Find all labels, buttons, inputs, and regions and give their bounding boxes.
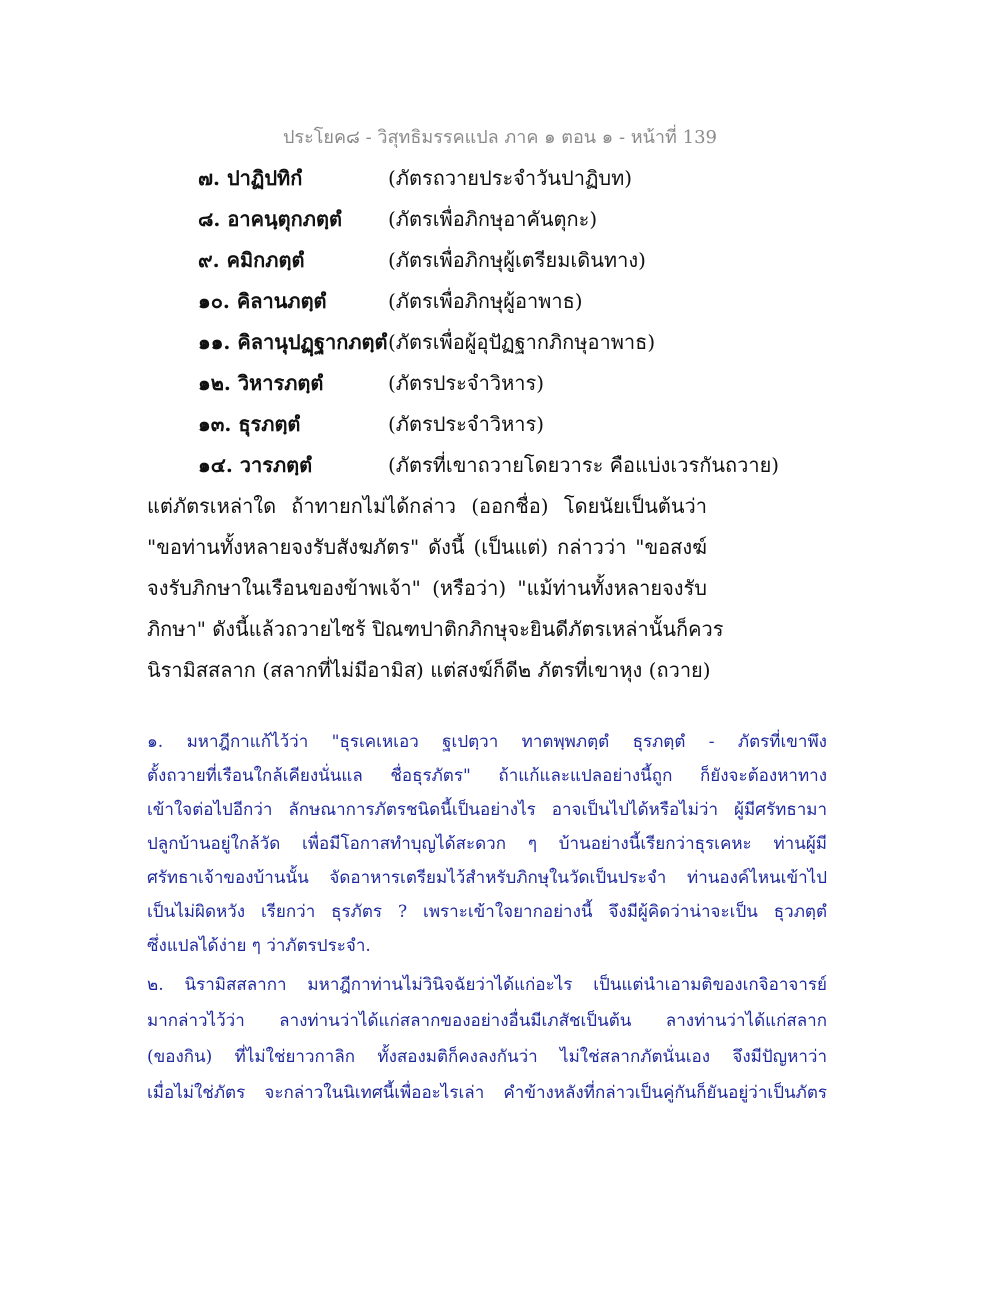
item-gloss: (ภัตรเพื่อภิกษุผู้อาพาธ) [388, 289, 583, 313]
body-text-line: ภิกษา" ดังนี้แล้วถวายไซร้ ปิณฑปาติกภิกษุจะยินดีภัตรเหล่านั้นก็ควร [147, 617, 724, 641]
item-gloss: (ภัตรเพื่อภิกษุอาคันตุกะ) [388, 207, 598, 231]
body-text-line: แต่ภัตรเหล่าใด ถ้าทายกไม่ได้กล่าว (ออกชื่อ) โดยนัยเป็นต้นว่า [147, 494, 707, 518]
footnote-line: (ของกิน) ที่ไม่ใช่ยาวกาลิก ทั้งสองมติก็คงลงกันว่า ไม่ใช่สลากภัตนั่นเอง จึงมีปัญหาว่า [147, 1047, 827, 1067]
list-item [198, 326, 655, 358]
footnote-line: ตั้งถวายที่เรือนใกล้เคียงนั่นแล ชื่อธุรภัตร" ถ้าแก้และแปลอย่างนี้ถูก ก็ยังจะต้องหาทาง [147, 766, 827, 786]
list-item [198, 367, 544, 399]
footnote-line: ปลูกบ้านอยู่ใกล้วัด เพื่อมีโอกาสทำบุญได้สะดวก ๆ บ้านอย่างนี้เรียกว่าธุรเคหะ ท่านผู้มี [147, 834, 827, 854]
footnote-line: เข้าใจต่อไปอีกว่า ลักษณาการภัตรชนิดนี้เป็นอย่างไร อาจเป็นไปได้หรือไม่ว่า ผู้มีศรัทธามา [147, 800, 827, 820]
item-number: ๑๔. [198, 453, 233, 477]
item-number: ๙. [198, 248, 220, 272]
item-gloss: (ภัตรถวายประจำวันปาฏิบท) [388, 166, 633, 190]
item-term: อาคนฺตุกภตฺตํ [227, 207, 342, 231]
item-gloss: (ภัตรเพื่อผู้อุปัฏฐากภิกษุอาพาธ) [388, 330, 656, 354]
item-term: วารภตฺตํ [239, 453, 313, 477]
footnote-line: ซึ่งแปลได้ง่าย ๆ ว่าภัตรประจำ. [147, 936, 371, 956]
item-term: วิหารภตฺตํ [237, 371, 324, 395]
page-header: ประโยค๘ - วิสุทธิมรรคแปล ภาค ๑ ตอน ๑ - หน้าที่ 139 [283, 127, 717, 148]
body-text-line: "ขอท่านทั้งหลายจงรับสังฆภัตร" ดังนี้ (เป็นแต่) กล่าวว่า "ขอสงฆ์ [147, 535, 707, 559]
item-gloss: (ภัตรประจำวิหาร) [388, 371, 545, 395]
footnote-line: ศรัทธาเจ้าของบ้านนั้น จัดอาหารเตรียมไว้สำหรับภิกษุในวัดเป็นประจำ ท่านองค์ไหนเข้าไป [147, 868, 827, 888]
item-gloss: (ภัตรที่เขาถวายโดยวาระ คือแบ่งเวรกันถวาย) [388, 453, 780, 477]
item-gloss: (ภัตรเพื่อภิกษุผู้เตรียมเดินทาง) [388, 248, 646, 272]
item-term: ธุรภตฺตํ [238, 412, 301, 436]
item-term: คมิกภตฺตํ [226, 248, 305, 272]
list-item [198, 244, 646, 276]
footnote-line: ๑. มหาฎีกาแก้ไว้ว่า "ธุรเคเหเอว ฐเปตฺวา ทาตพฺพภตฺตํ ธุรภตฺตํ - ภัตรที่เขาพึง [147, 732, 827, 752]
footnote-line: เมื่อไม่ใช่ภัตร จะกล่าวในนิเทศนี้เพื่ออะไรเล่า คำข้างหลังที่กล่าวเป็นคู่กันก็ยันอยู่ว่าเป็นภัตร [147, 1083, 827, 1103]
list-item [198, 285, 583, 317]
footnote-line: เป็นไม่ผิดหวัง เรียกว่า ธุรภัตร ? เพราะเข้าใจยากอย่างนี้ จึงมีผู้คิดว่าน่าจะเป็น ธุวภตฺตํ [147, 902, 827, 922]
item-gloss: (ภัตรประจำวิหาร) [388, 412, 545, 436]
body-text-line: จงรับภิกษาในเรือนของข้าพเจ้า" (หรือว่า) "แม้ท่านทั้งหลายจงรับ [147, 576, 707, 600]
list-item [198, 449, 779, 481]
item-number: ๑๒. [198, 371, 231, 395]
item-term: ปาฏิปทิกํ [226, 166, 303, 190]
item-number: ๑๐. [198, 289, 230, 313]
list-item [198, 162, 632, 194]
item-term: คิลานภตฺตํ [236, 289, 327, 313]
body-text-line: นิรามิสสลาก (สลากที่ไม่มีอามิส) แต่สงฆ์ก็ดี๒ ภัตรที่เขาหุง (ถวาย) [147, 658, 711, 682]
list-item [198, 203, 597, 235]
item-number: ๑๑. [198, 330, 231, 354]
list-item [198, 408, 544, 440]
item-number: ๘. [198, 207, 221, 231]
item-number: ๑๓. [198, 412, 232, 436]
item-term: คิลานุปฏฺฐากภตฺตํ [237, 330, 388, 354]
item-number: ๗. [198, 166, 221, 190]
footnote-line: ๒. นิรามิสสลากา มหาฎีกาท่านไม่วินิจฉัยว่าได้แก่อะไร เป็นแต่นำเอามติของเกจิอาจารย์ [147, 975, 827, 995]
footnote-line: มากล่าวไว้ว่า ลางท่านว่าได้แก่สลากของอย่างอื่นมีเภสัชเป็นต้น ลางท่านว่าได้แก่สลาก [147, 1011, 827, 1031]
